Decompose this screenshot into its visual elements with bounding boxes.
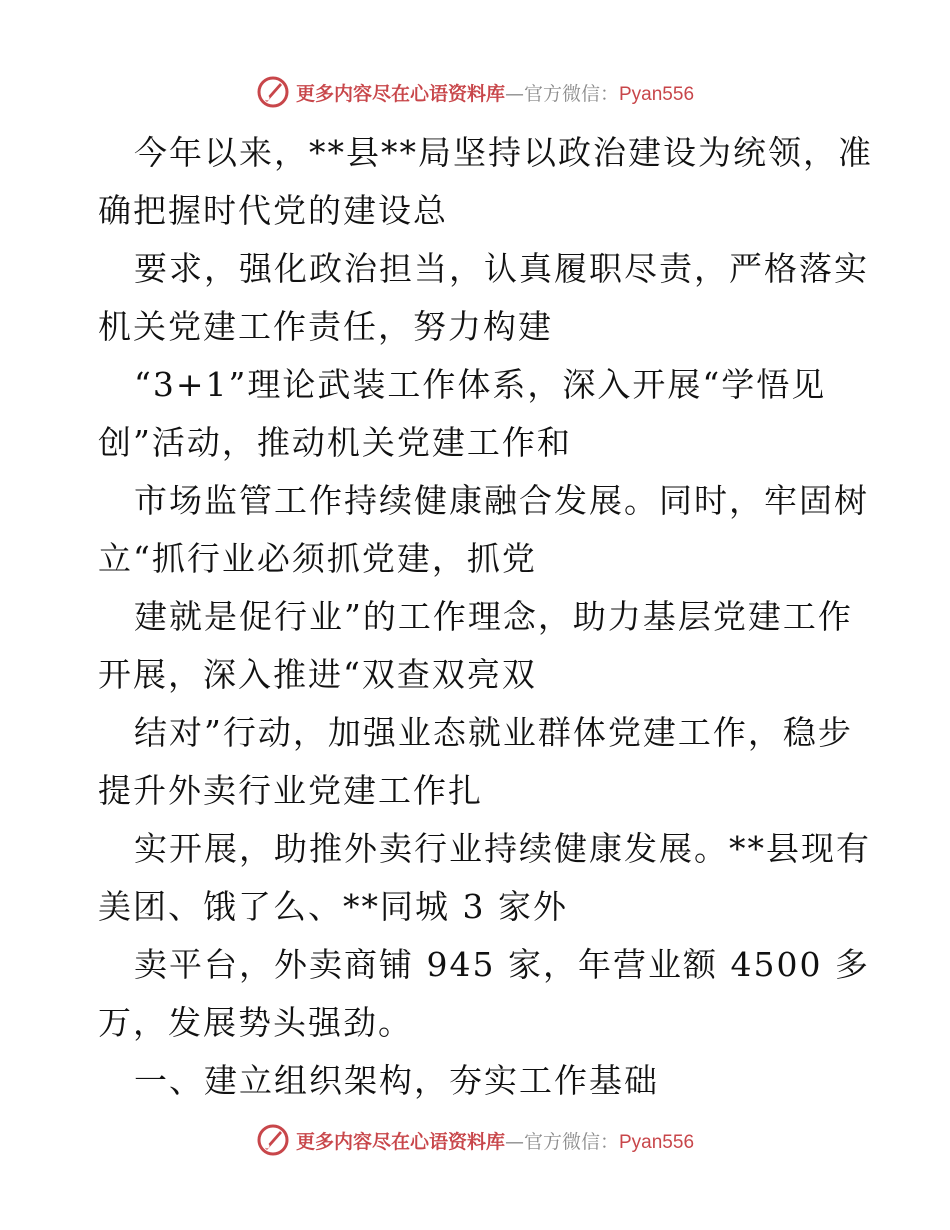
text-line: 提升外卖行业党建工作扎 [98,771,483,810]
feather-pen-seal-icon [256,75,290,109]
text-line: 创”活动，推动机关党建工作和 [98,423,572,462]
text-line: 今年以来，**县**局坚持以政治建设为统领，准 [134,133,873,172]
text-line: 建就是促行业”的工作理念，助力基层党建工作 [134,597,853,636]
text-line: 结对”行动，加强业态就业群体党建工作，稳步 [134,713,853,752]
header-watermark [0,72,950,112]
watermark-wechat-label: 官方微信： [523,82,619,105]
watermark-text [296,79,694,106]
text-line: 机关党建工作责任，努力构建 [98,307,553,346]
text-line: 卖平台，外卖商铺 945 家，年营业额 4500 多 [134,945,870,984]
text-line: 开展，深入推进“双查双亮双 [98,655,537,694]
watermark-wechat-id: Pyan556 [619,1131,695,1153]
text-line: 一、建立组织架构，夯实工作基础 [134,1061,659,1100]
feather-pen-seal-icon [256,1123,290,1157]
text-line: 美团、饿了么、**同城 3 家外 [98,887,568,926]
text-line: 立“抓行业必须抓党建，抓党 [98,539,537,578]
text-line: 万，发展势头强劲。 [98,1003,413,1042]
text-line: 市场监管工作持续健康融合发展。同时，牢固树 [134,481,869,520]
document-body [98,124,873,1110]
watermark-separator: — [504,1130,524,1153]
watermark-text [296,1127,694,1154]
watermark-wechat-id: Pyan556 [619,83,695,105]
watermark-site: 更多内容尽在心语资料库 [295,1130,505,1153]
watermark-site: 更多内容尽在心语资料库 [295,82,505,105]
watermark-wechat-label: 官方微信： [523,1130,619,1153]
text-line: 要求，强化政治担当，认真履职尽责，严格落实 [134,249,869,288]
watermark-separator: — [504,82,524,105]
footer-watermark [0,1120,950,1160]
text-line: “3+1”理论武装工作体系，深入开展“学悟见 [134,365,827,404]
text-line: 实开展，助推外卖行业持续健康发展。**县现有 [134,829,871,868]
text-line: 确把握时代党的建设总 [98,191,448,230]
